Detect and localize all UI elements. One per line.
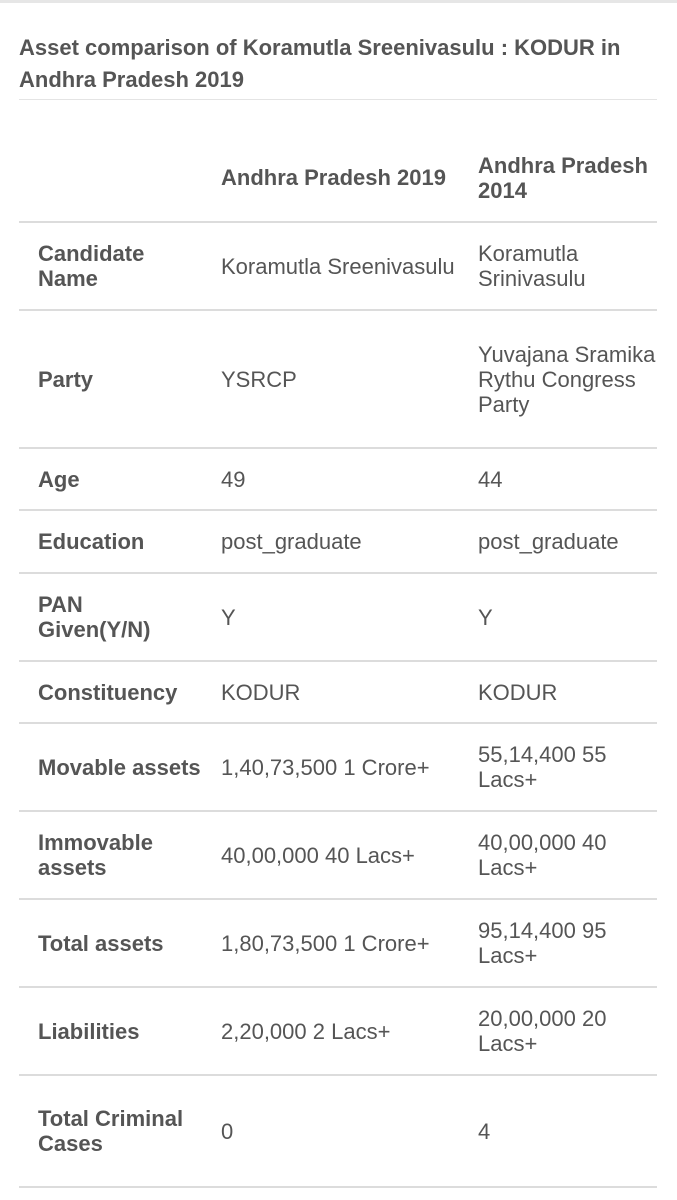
table-row [19, 723, 657, 811]
value-2014: Koramutla Srinivasulu [458, 222, 657, 310]
row-label: Constituency [19, 661, 201, 723]
row-label: Total Criminal Cases [19, 1075, 201, 1187]
value-2014: Y [458, 573, 657, 661]
header-2014: Andhra Pradesh 2014 [458, 134, 657, 222]
row-label: Education [19, 510, 201, 573]
value-2014: 4 [458, 1075, 657, 1187]
value-2019: YSRCP [201, 310, 458, 448]
row-label: Candidate Name [19, 222, 201, 310]
value-2019: 0 [201, 1075, 458, 1187]
value-2014: 40,00,000 40 Lacs+ [458, 811, 657, 899]
value-2019: 1,80,73,500 1 Crore+ [201, 899, 458, 987]
row-label: PAN Given(Y/N) [19, 573, 201, 661]
value-2014: 44 [458, 448, 657, 510]
value-2014: Yuvajana Sramika Rythu Congress Party [458, 310, 657, 448]
title-divider [19, 99, 657, 100]
table-row [19, 811, 657, 899]
table-row [19, 987, 657, 1075]
value-2019: 49 [201, 448, 458, 510]
value-2019: 40,00,000 40 Lacs+ [201, 811, 458, 899]
value-2019: 2,20,000 2 Lacs+ [201, 987, 458, 1075]
header-empty [19, 134, 201, 222]
page-title: Asset comparison of Koramutla Sreenivasulu : KODUR in Andhra Pradesh 2019 [19, 35, 621, 92]
asset-comparison-table [19, 134, 657, 1188]
row-label: Immovable assets [19, 811, 201, 899]
row-label: Liabilities [19, 987, 201, 1075]
value-2014: 55,14,400 55 Lacs+ [458, 723, 657, 811]
table-row [19, 448, 657, 510]
value-2019: Y [201, 573, 458, 661]
table-row [19, 1075, 657, 1187]
table-row [19, 661, 657, 723]
value-2019: Koramutla Sreenivasulu [201, 222, 458, 310]
row-label: Movable assets [19, 723, 201, 811]
table-row [19, 573, 657, 661]
value-2014: post_graduate [458, 510, 657, 573]
table-row [19, 899, 657, 987]
row-label: Age [19, 448, 201, 510]
value-2019: 1,40,73,500 1 Crore+ [201, 723, 458, 811]
table-row [19, 510, 657, 573]
value-2014: 20,00,000 20 Lacs+ [458, 987, 657, 1075]
value-2014: KODUR [458, 661, 657, 723]
value-2019: post_graduate [201, 510, 458, 573]
table-header-row [19, 134, 657, 222]
row-label: Party [19, 310, 201, 448]
table-row [19, 310, 657, 448]
table-row [19, 222, 657, 310]
value-2019: KODUR [201, 661, 458, 723]
header-2019: Andhra Pradesh 2019 [201, 134, 458, 222]
value-2014: 95,14,400 95 Lacs+ [458, 899, 657, 987]
top-divider [0, 0, 677, 3]
row-label: Total assets [19, 899, 201, 987]
